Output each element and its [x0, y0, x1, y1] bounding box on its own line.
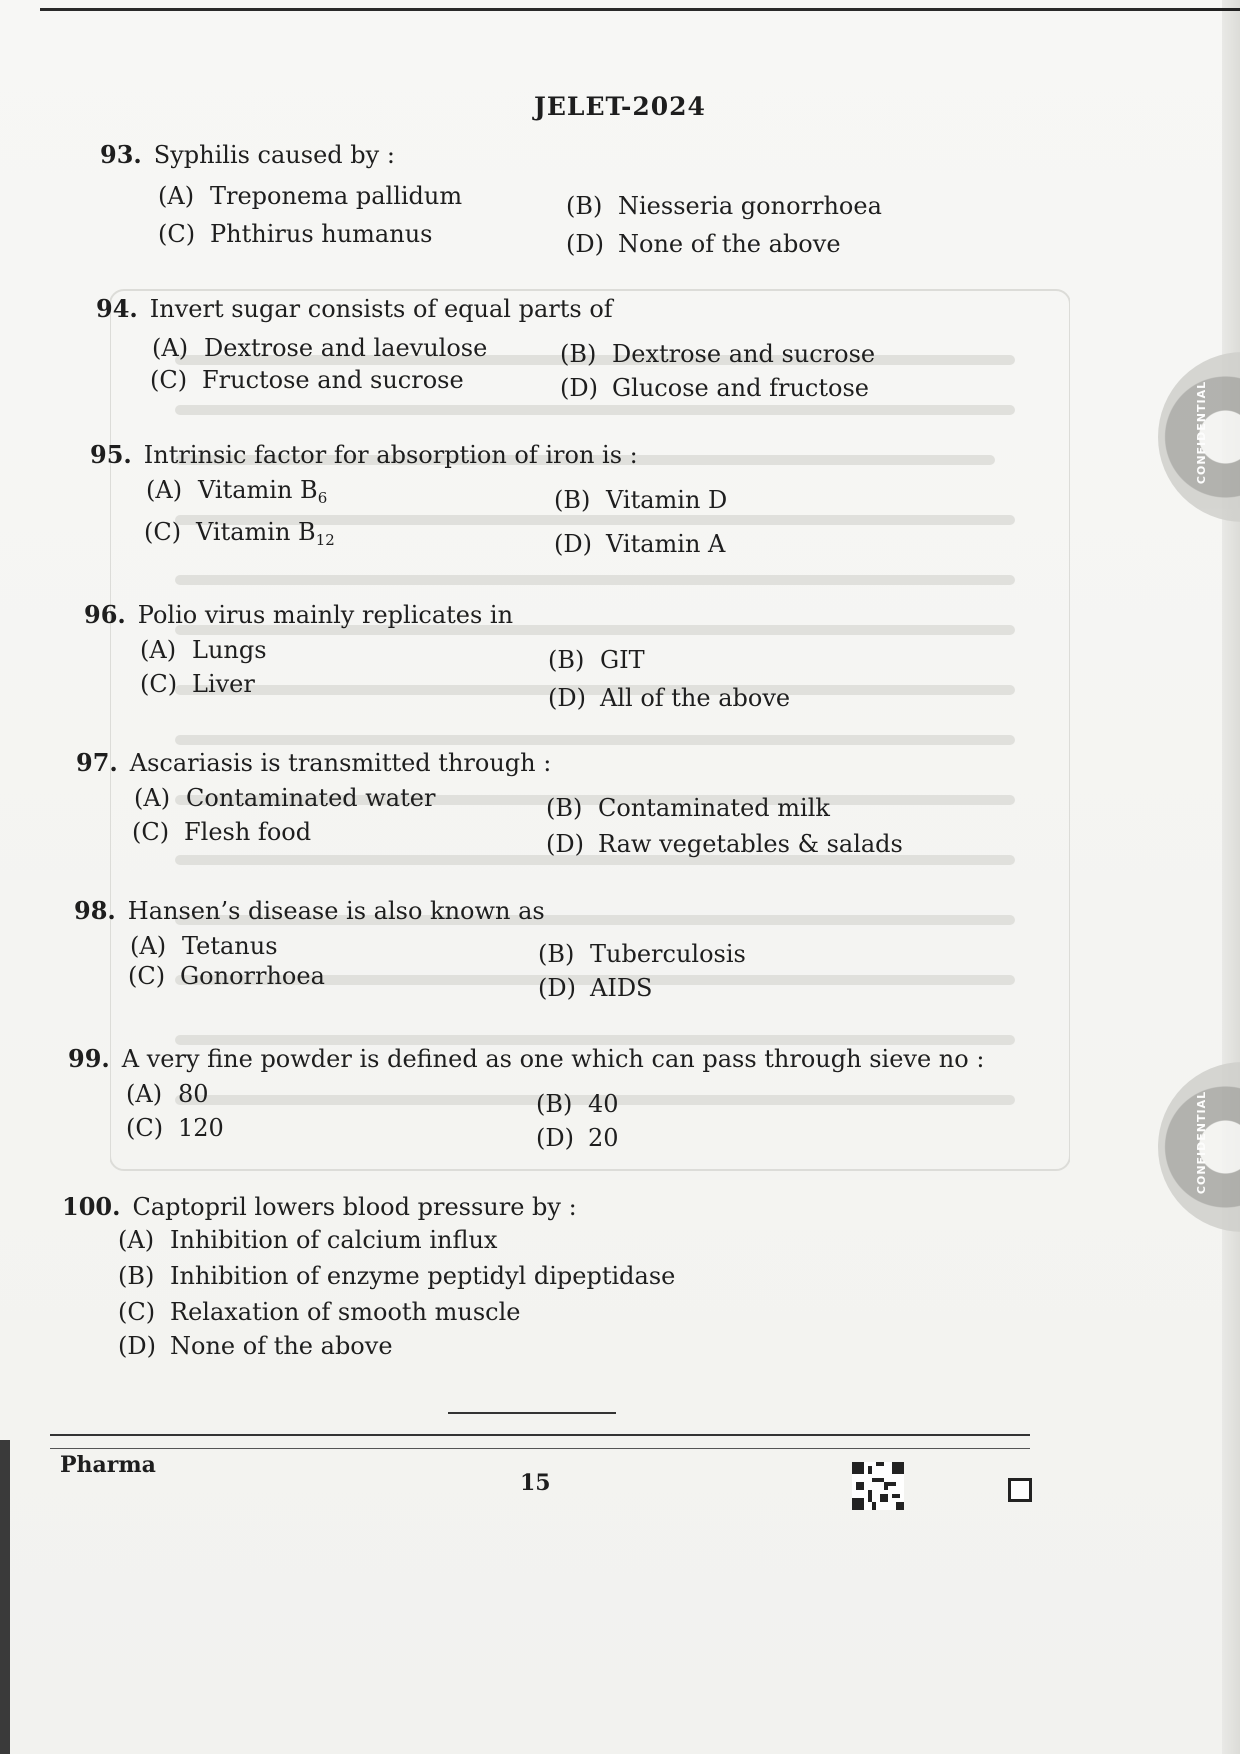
option-a[interactable]: (A) Tetanus	[130, 932, 278, 960]
option-d[interactable]: (D) None of the above	[118, 1332, 393, 1360]
option-d[interactable]: (D) None of the above	[566, 230, 841, 258]
option-b[interactable]: (B) 40	[536, 1090, 619, 1118]
subject-label: Pharma	[60, 1452, 156, 1478]
question-text: Polio virus mainly replicates in	[137, 601, 514, 629]
question-text: Intrinsic factor for absorption of iron is :	[143, 441, 638, 469]
question-text: Hansen’s disease is also known as	[127, 897, 545, 925]
option-c[interactable]: (C) 120	[126, 1114, 224, 1142]
question-text: A very fine powder is defined as one which can pass through sieve no :	[121, 1045, 985, 1073]
question-number: 97.	[76, 748, 118, 777]
option-c[interactable]: (C) Fructose and sucrose	[150, 366, 464, 394]
option-c[interactable]: (C) Vitamin $B_{12}$	[144, 518, 335, 549]
question-text: Captopril lowers blood pressure by :	[132, 1193, 577, 1221]
edge-mark	[1190, 8, 1240, 11]
option-b[interactable]: (B) Contaminated milk	[546, 794, 830, 822]
option-b[interactable]: (B) GIT	[548, 646, 645, 674]
option-b[interactable]: (B) Niesseria gonorrhoea	[566, 192, 882, 220]
option-b[interactable]: (B) Tuberculosis	[538, 940, 746, 968]
question-number: 98.	[74, 896, 116, 925]
question-number: 96.	[84, 600, 126, 629]
question-number: 95.	[90, 440, 132, 469]
option-c[interactable]: (C) Phthirus humanus	[158, 220, 433, 248]
footer-rule	[50, 1448, 1030, 1449]
checkbox-icon	[1008, 1478, 1032, 1502]
footer-rule	[50, 1434, 1030, 1436]
confidential-stamp: CONFIDENTIAL	[1158, 352, 1240, 522]
option-d[interactable]: (D) Raw vegetables & salads	[546, 830, 903, 858]
option-c[interactable]: (C) Liver	[140, 670, 255, 698]
end-rule	[448, 1412, 616, 1414]
option-a[interactable]: (A) Lungs	[140, 636, 267, 664]
option-d[interactable]: (D) Vitamin A	[554, 530, 726, 558]
option-a[interactable]: (A) Treponema pallidum	[158, 182, 463, 210]
option-a[interactable]: (A) Contaminated water	[134, 784, 436, 812]
option-a[interactable]: (A) Vitamin $B_6$	[146, 476, 328, 507]
option-a[interactable]: (A) Inhibition of calcium influx	[118, 1226, 498, 1254]
top-rule	[40, 8, 1200, 11]
option-c[interactable]: (C) Gonorrhoea	[128, 962, 325, 990]
question-text: Ascariasis is transmitted through :	[129, 749, 552, 777]
option-a[interactable]: (A) Dextrose and laevulose	[152, 334, 488, 362]
confidential-stamp: CONFIDENTIAL	[1158, 1062, 1240, 1232]
option-b[interactable]: (B) Vitamin D	[554, 486, 728, 514]
question-number: 100.	[62, 1192, 121, 1221]
question-text: Invert sugar consists of equal parts of	[149, 295, 613, 323]
qr-code-icon	[852, 1462, 904, 1510]
option-b[interactable]: (B) Inhibition of enzyme peptidyl dipeptidase	[118, 1262, 676, 1290]
option-d[interactable]: (D) All of the above	[548, 684, 791, 712]
question-number: 99.	[68, 1044, 110, 1073]
question-text: Syphilis caused by :	[153, 141, 395, 169]
page-number: 15	[520, 1470, 551, 1496]
option-b[interactable]: (B) Dextrose and sucrose	[560, 340, 876, 368]
page-edge	[1222, 0, 1240, 1754]
option-d[interactable]: (D) 20	[536, 1124, 619, 1152]
option-c[interactable]: (C) Flesh food	[132, 818, 312, 846]
option-d[interactable]: (D) Glucose and fructose	[560, 374, 869, 402]
question-number: 94.	[96, 294, 138, 323]
option-a[interactable]: (A) 80	[126, 1080, 209, 1108]
question-number: 93.	[100, 140, 142, 169]
exam-title: JELET-2024	[534, 92, 706, 121]
option-c[interactable]: (C) Relaxation of smooth muscle	[118, 1298, 521, 1326]
option-d[interactable]: (D) AIDS	[538, 974, 653, 1002]
binding-shadow	[0, 1440, 10, 1754]
